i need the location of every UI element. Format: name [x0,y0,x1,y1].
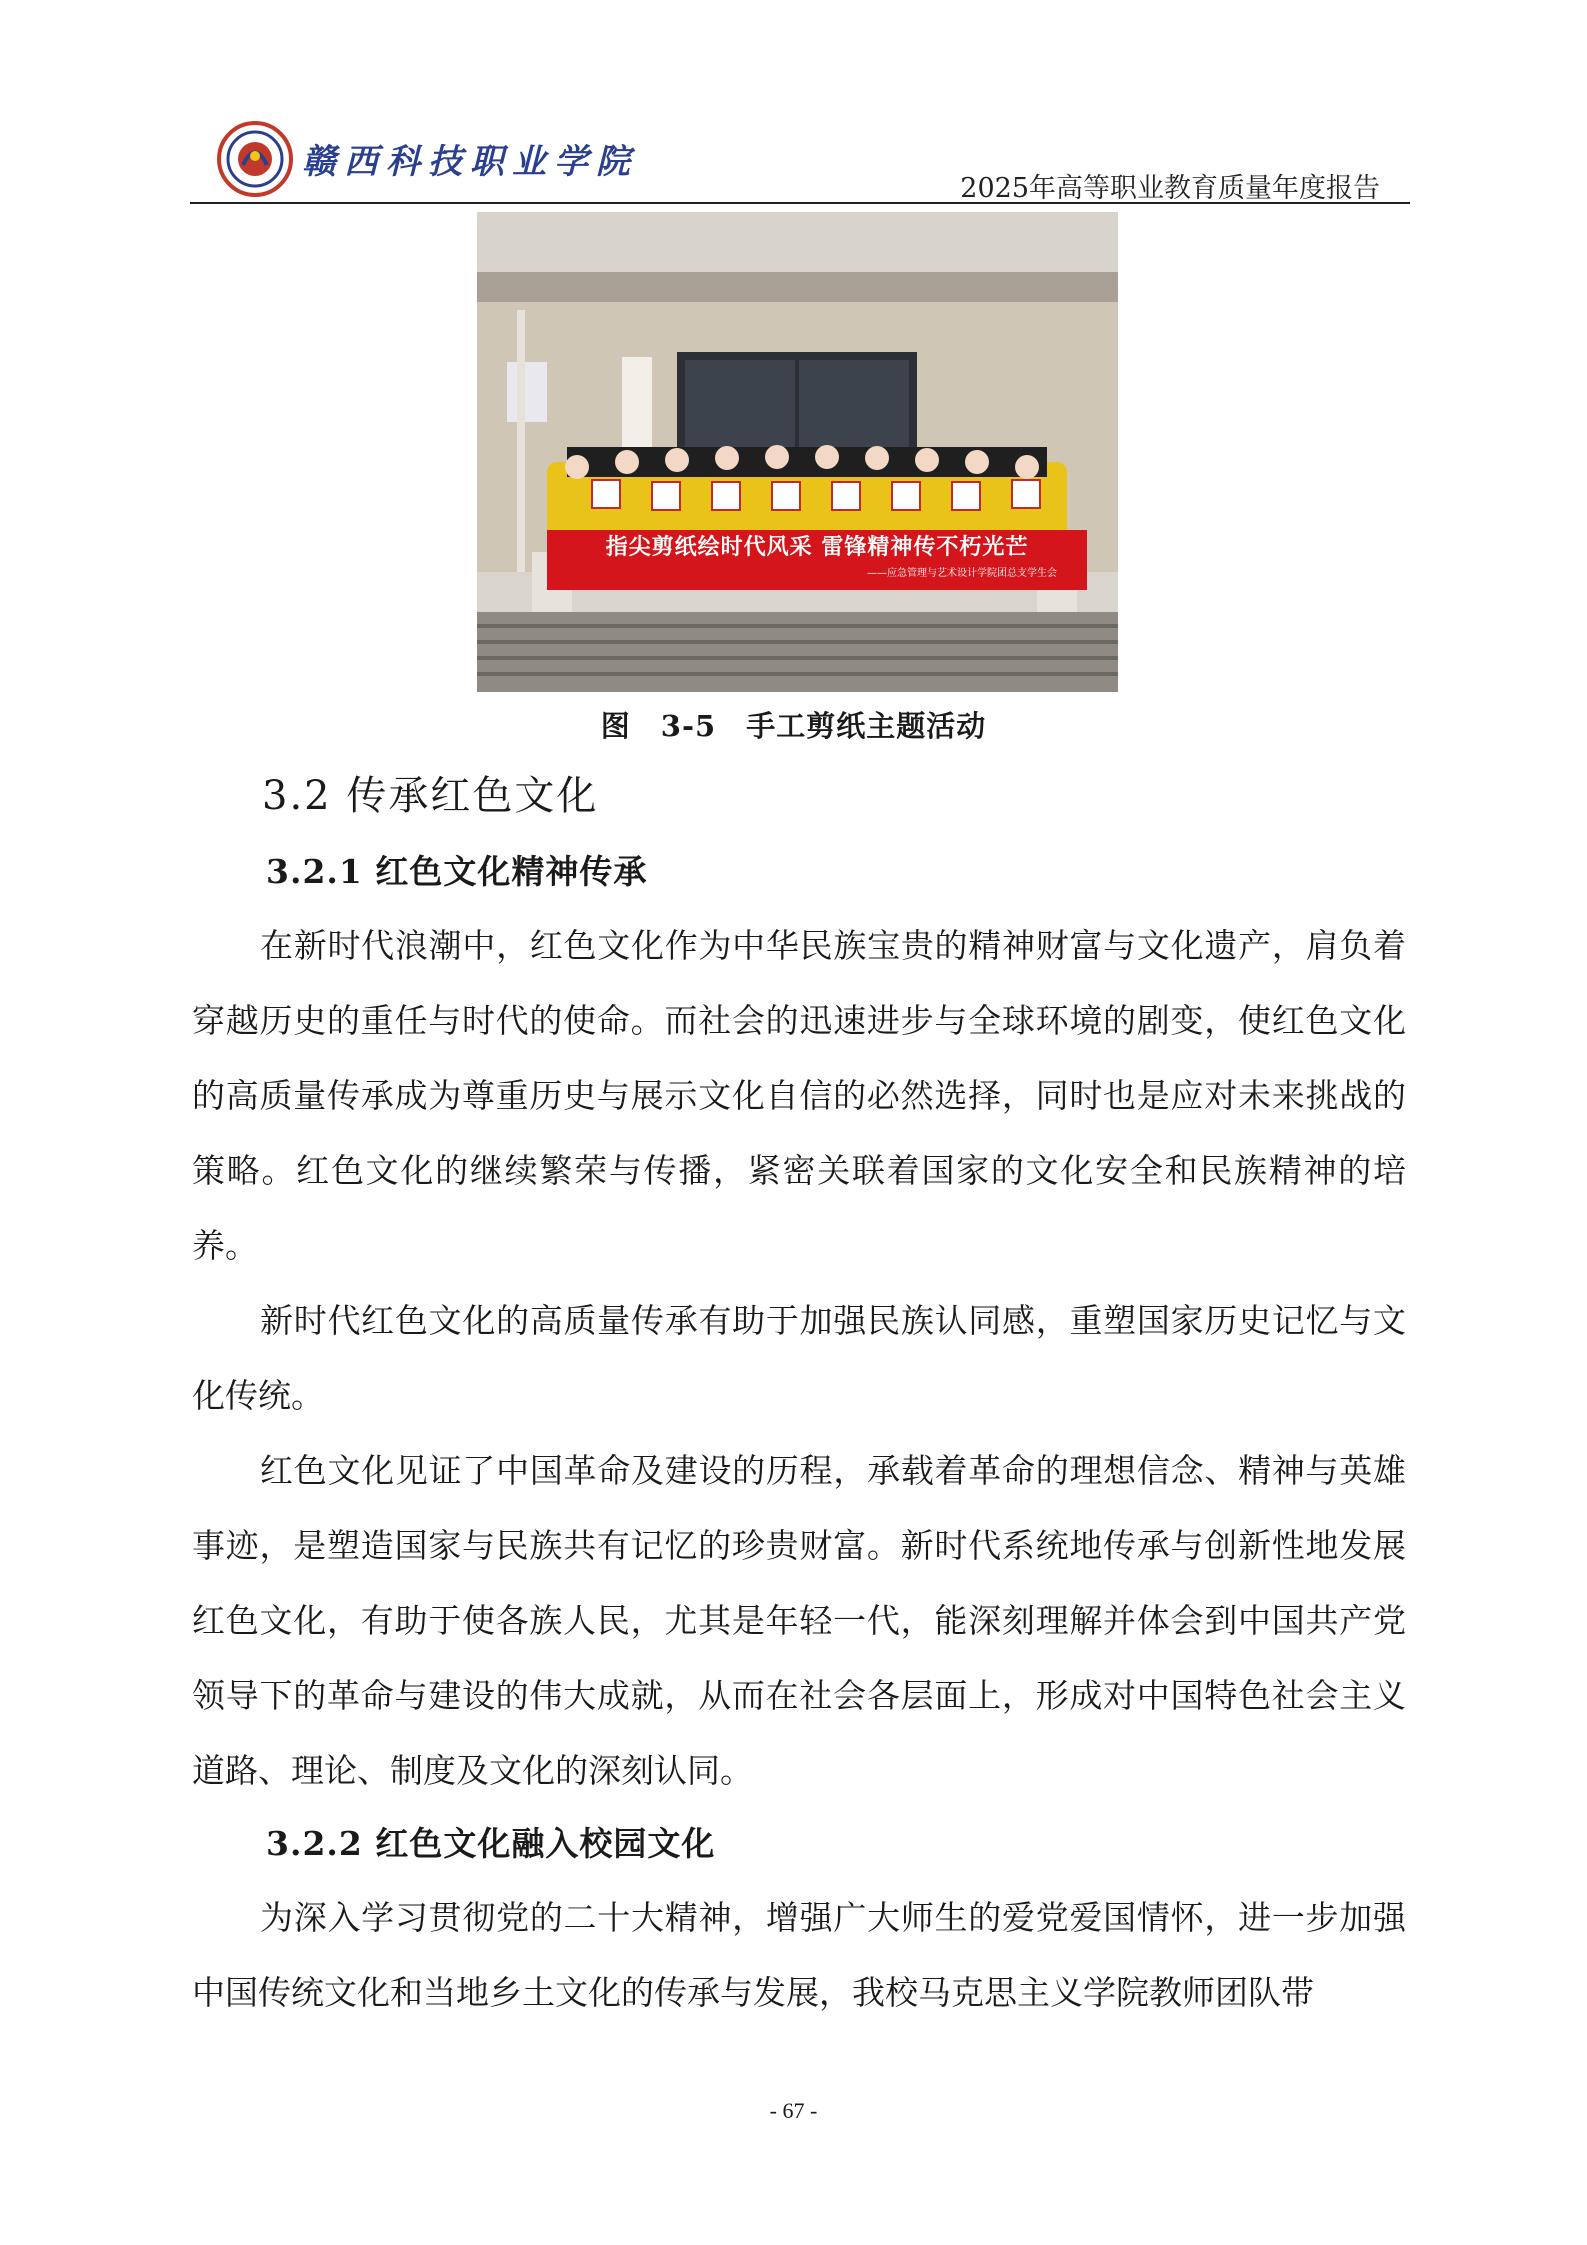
group-photo-illustration [477,212,1118,692]
activity-photo [477,212,1118,692]
subsection-heading-2: 3.2.2 红色文化融入校园文化 [266,1824,716,1863]
figure-caption: 图 3-5 手工剪纸主题活动 [600,709,987,743]
photo-banner-main: 指尖剪纸绘时代风采 雷锋精神传不朽光芒 [605,535,1029,560]
paragraph-1: 在新时代浪潮中，红色文化作为中华民族宝贵的精神财富与文化遗产，肩负着穿越历史的重任与时代的使命。而社会的迅速进步与全球环境的剧变，使红色文化的高质量传承成为尊重历史与展示文化自信的必然选择，同时也是应对未来挑战的策略。红色文化的继续繁荣与传播，紧密关联着国家的文化安全和民族精神的培养。 [192,926,1406,1265]
report-title: 2025年高等职业教育质量年度报告 [960,173,1380,204]
photo-banner [547,530,1087,590]
college-emblem-icon [216,120,294,198]
page-number: - 67 - [769,2098,818,2123]
subsection-heading-1: 3.2.1 红色文化精神传承 [266,852,648,891]
page-header [190,120,1410,204]
school-name: 赣西科技职业学院 [302,142,638,182]
paragraph-4: 为深入学习贯彻党的二十大精神，增强广大师生的爱党爱国情怀，进一步加强中国传统文化和当地乡土文化的传承与发展，我校马克思主义学院教师团队带 [192,1898,1406,2012]
paragraph-2: 新时代红色文化的高质量传承有助于加强民族认同感，重塑国家历史记忆与文化传统。 [192,1301,1406,1415]
photo-banner-sub: ——应急管理与艺术设计学院团总支学生会 [867,568,1057,579]
paragraph-3: 红色文化见证了中国革命及建设的历程，承载着革命的理想信念、精神与英雄事迹，是塑造国家与民族共有记忆的珍贵财富。新时代系统地传承与创新性地发展红色文化，有助于使各族人民，尤其是年轻一代，能深刻理解并体会到中国共产党领导下的革命与建设的伟大成就，从而在社会各层面上，形成对中国特色社会主义道路、理论、制度及文化的深刻认同。 [192,1451,1406,1790]
section-heading: 3.2 传承红色文化 [262,773,599,819]
